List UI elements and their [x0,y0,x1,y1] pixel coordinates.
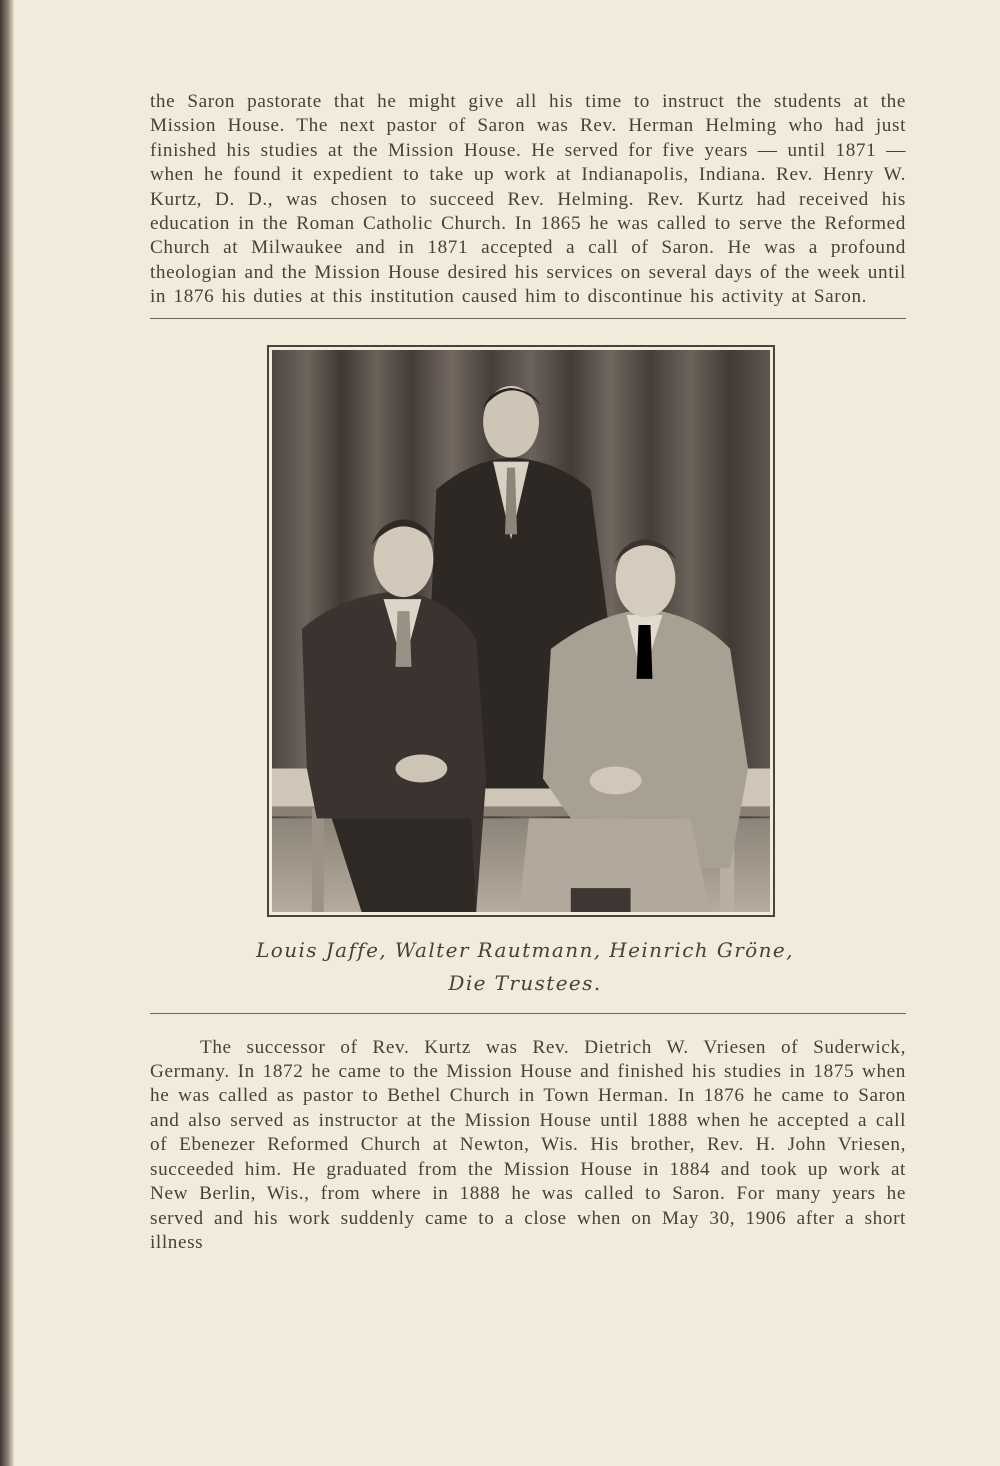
divider-bottom [150,1013,906,1014]
photo-caption [144,934,906,1000]
caption-names: Louis Jaffe, Walter Rautmann, Heinrich Gröne, [256,937,794,962]
trustees-photograph [272,350,770,912]
page-binding-edge [0,0,14,1466]
document-page [150,90,906,1255]
paragraph-top: the Saron pastorate that he might give all his time to instruct the students at the Mission House. The next pastor of Saron was Rev. Herman Helming who had just finished his studies at the Mission House. He served for five years — until 1871 — when he found it expedient to take up work at Indianapolis, Indiana. Rev. Henry W. Kurtz, D. D., was chosen to succeed Rev. Helming. Rev. Kurtz had received his education in the Roman Catholic Church. In 1865 he was called to serve the Reformed Church at Milwaukee and in 1871 accepted a call of Saron. He was a profound theologian and the Mission House desired his services on several days of the week until in 1876 his duties at this institution caused him to discontinue his activity at Saron. [150,91,906,308]
trustees-photo-frame [267,345,775,917]
divider-top [150,318,906,319]
caption-title: Die Trustees. [448,970,602,995]
paragraph-bottom: The successor of Rev. Kurtz was Rev. Dietrich W. Vriesen of Suderwick, Germany. In 1872 he came to the Mission House and finished his studies in 1875 when he was called as pastor to Bethel Church in Town Herman. In 1876 he came to Saron and also served as instructor at the Mission House until 1888 when he accepted a call of Ebenezer Reformed Church at Newton, Wis. His brother, Rev. H. John Vriesen, succeeded him. He graduated from the Mission House in 1884 and took up work at New Berlin, Wis., from where in 1888 he was called to Saron. For many years he served and his work suddenly came to a close when on May 30, 1906 after a short illness [150,1036,906,1253]
